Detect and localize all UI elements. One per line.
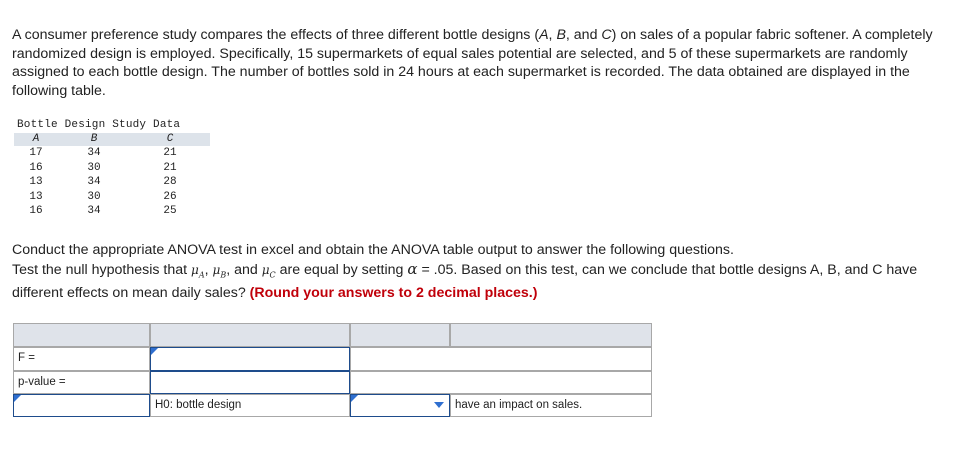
design-a: A: [539, 27, 549, 43]
data-table-header: [14, 133, 210, 146]
data-table-title: Bottle Design Study Data: [17, 119, 181, 131]
header-cell: [13, 323, 150, 347]
table-cell: 34: [87, 205, 101, 218]
answer-flag-icon: [151, 348, 158, 355]
problem-statement: A consumer preference study compares the effects of three different bottle designs (A, B, and C) on sales of a popular fabric softener. A completely randomized design is employed. Specifically, 15 supermarkets of equal sales potential are selected, and 5 of these supermarkets are randomly assigned to each bottle design. The number of bottles sold in 24 hours at each supermarket is recorded. The data obtained are displayed in the following table.: [12, 27, 933, 99]
p-value-label: p-value =: [13, 371, 150, 394]
design-c: C: [601, 27, 612, 43]
table-cell: 21: [163, 147, 177, 159]
header-cell: [150, 323, 350, 347]
mu-c-symbol: $\mu_C$: [261, 262, 276, 279]
column-header-b: B: [90, 133, 98, 145]
impact-suffix-label: have an impact on sales.: [450, 394, 652, 417]
table-cell: 13: [29, 190, 43, 203]
table-cell: 34: [87, 176, 101, 189]
table-row: [14, 190, 210, 205]
table-cell: 30: [87, 190, 101, 203]
column-header-a: A: [32, 133, 40, 145]
design-b: B: [556, 27, 566, 43]
alpha-symbol: α: [407, 259, 418, 278]
rounding-instruction: (Round your answers to 2 decimal places.): [249, 285, 538, 302]
answer-flag-icon: [351, 395, 358, 402]
table-cell: 16: [29, 205, 43, 218]
table-cell: 25: [163, 205, 177, 218]
empty-cell: [350, 371, 652, 394]
table-cell: 34: [87, 147, 101, 159]
bottle-design-data-table: [14, 117, 210, 219]
table-cell: 17: [29, 147, 43, 159]
p-value-input[interactable]: [150, 371, 350, 394]
table-row: [14, 175, 210, 190]
mu-a-symbol: $\mu_A$: [191, 262, 205, 279]
table-row: [14, 146, 210, 161]
answer-flag-icon: [14, 395, 21, 402]
dropdown-arrow-icon[interactable]: [434, 402, 444, 408]
column-header-c: C: [166, 133, 174, 145]
answer-grid: [13, 323, 653, 417]
decision-dropdown[interactable]: [13, 394, 150, 417]
table-cell: 28: [163, 176, 177, 189]
table-cell: 30: [87, 161, 101, 174]
f-stat-input[interactable]: [150, 347, 350, 371]
impact-dropdown[interactable]: [350, 394, 450, 417]
table-row: [14, 161, 210, 176]
mu-b-symbol: $\mu_B$: [212, 262, 227, 279]
f-stat-label: F =: [13, 347, 150, 371]
header-cell: [450, 323, 652, 347]
header-cell: [350, 323, 450, 347]
empty-cell: [350, 347, 652, 371]
table-cell: 21: [163, 161, 177, 174]
question-text: Conduct the appropriate ANOVA test in excel and obtain the ANOVA table output to answer the following questions. Test the null hypothesis that $\mu_A$, $\mu_B$, and $\mu_C$ are equal by setting α = .05. Based on this test, can we conclude that bottle designs A, B, and C have different effects on mean daily sales? (Round your answers to 2 decimal places.): [12, 242, 918, 302]
table-cell: 26: [163, 190, 177, 203]
table-cell: 13: [29, 176, 43, 189]
table-row: [14, 204, 210, 219]
h0-label: H0: bottle design: [150, 394, 350, 417]
table-cell: 16: [29, 161, 43, 174]
